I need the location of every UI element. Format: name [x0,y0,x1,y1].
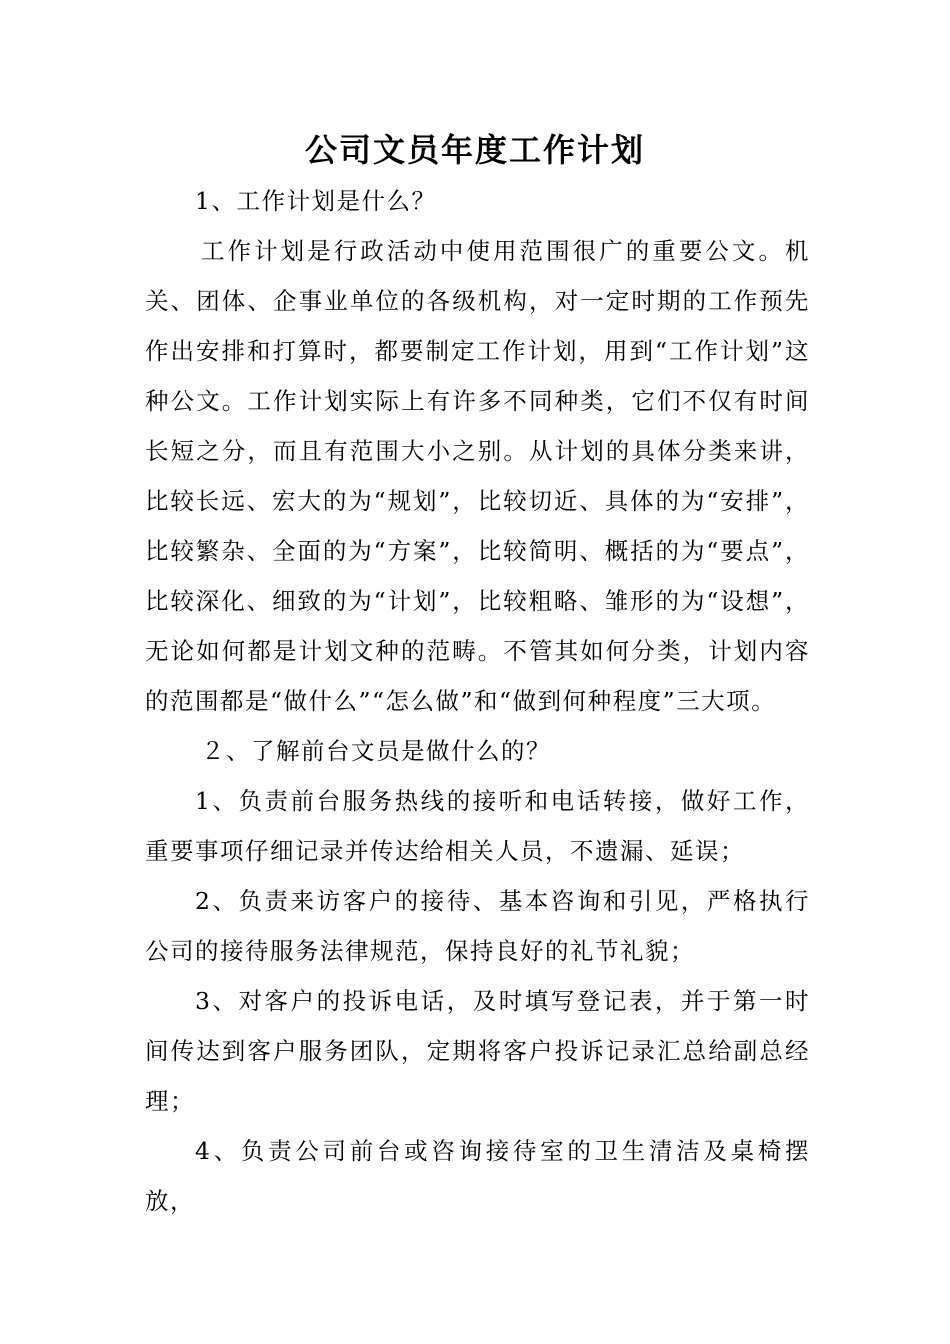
duty-item-3: 3、对客户的投诉电话，及时填写登记表，并于第一时间传达到客户服务团队，定期将客户投诉记录汇总给副总经理； [145,987,810,1115]
section-heading-2: ２、了解前台文员是做什么的？ [201,737,551,765]
section-heading-1: 1、工作计划是什么？ [195,187,437,215]
document-body [145,176,810,1226]
duty-item-1: 1、负责前台服务热线的接听和电话转接，做好工作，重要事项仔细记录并传达给相关人员，不遗漏、延误； [145,787,810,865]
document-title: 公司文员年度工作计划 [304,131,645,169]
duty-item-4: 4、负责公司前台或咨询接待室的卫生清洁及桌椅摆放， [145,1137,810,1215]
paragraph-work-plan-definition: 工作计划是行政活动中使用范围很广的重要公文。机关、团体、企事业单位的各级机构，对一定时期的工作预先作出安排和打算时，都要制定工作计划，用到“工作计划”这种公文。工作计划实际上有许多不同种类，它们不仅有时间长短之分，而且有范围大小之别。从计划的具体分类来讲，比较长远、宏大的为“规划”，比较切近、具体的为“安排”，比较繁杂、全面的为“方案”，比较简明、概括的为“要点”，比较深化、细致的为“计划”，比较粗略、雏形的为“设想”，无论如何都是计划文种的范畴。不管其如何分类，计划内容的范围都是“做什么”“怎么做”和“做到何种程度”三大项。 [145,237,810,715]
duty-item-2: 2、负责来访客户的接待、基本咨询和引见，严格执行公司的接待服务法律规范，保持良好的礼节礼貌； [145,887,810,965]
